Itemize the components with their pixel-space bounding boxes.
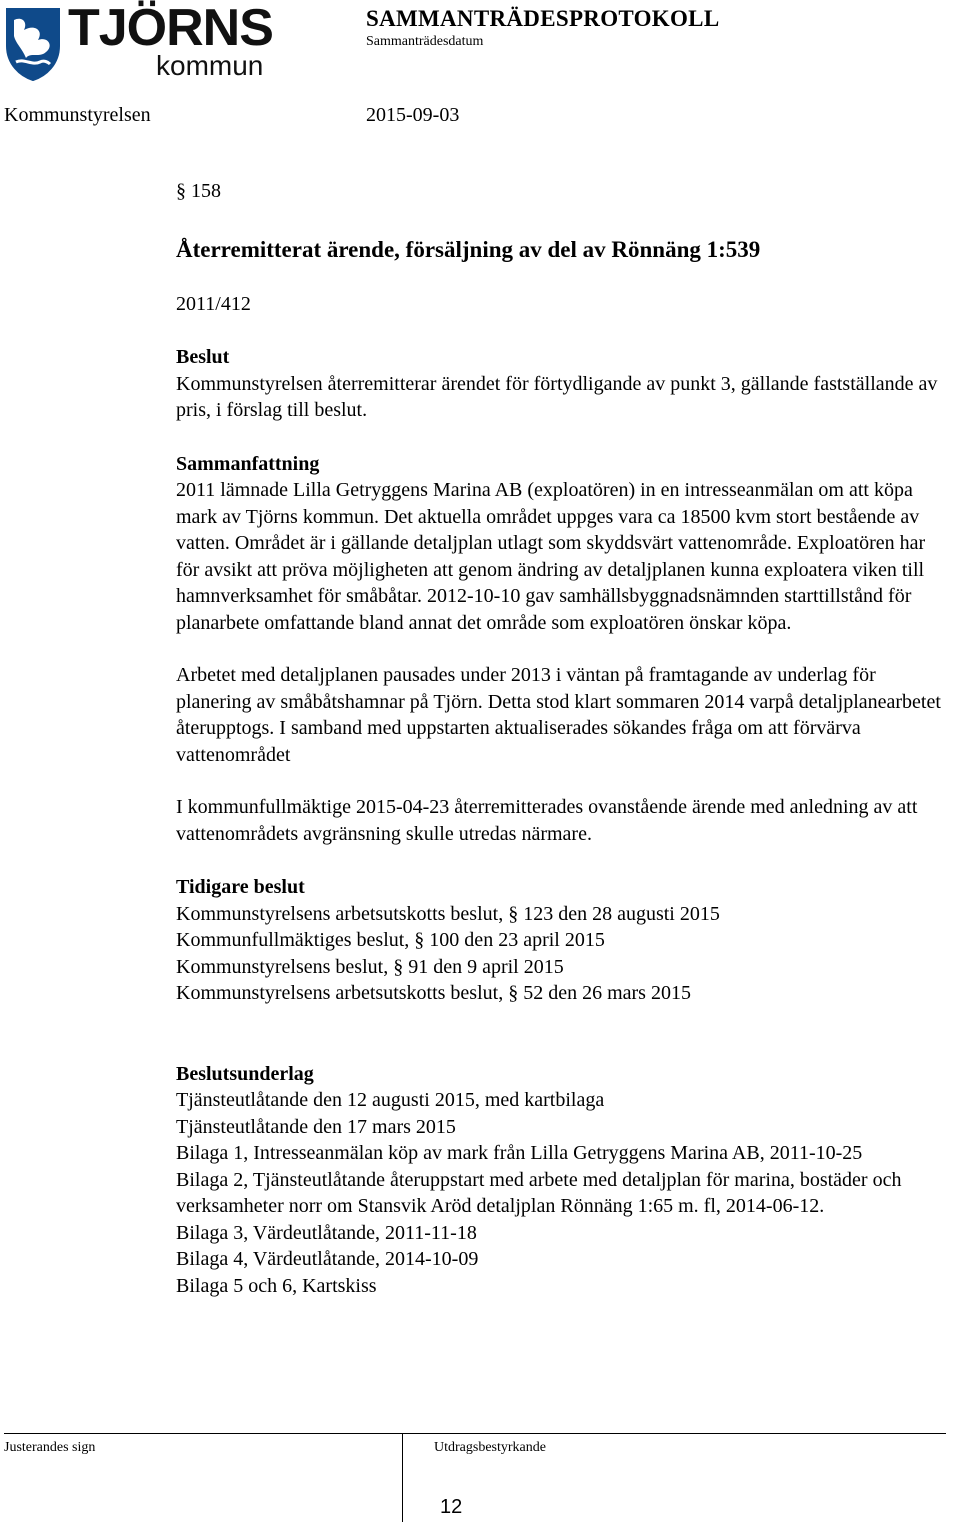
footer-divider: [402, 1433, 403, 1522]
decision-heading: Beslut: [176, 346, 230, 368]
logo-sub: kommun: [156, 50, 264, 81]
list-item: Bilaga 5 och 6, Kartskiss: [176, 1274, 377, 1297]
list-item: Bilaga 1, Intresseanmälan köp av mark från Lilla Getryggens Marina AB, 2011-10-25: [176, 1142, 863, 1164]
paragraph-number: § 158: [176, 180, 221, 202]
list-item: Bilaga 3, Värdeutlåtande, 2011-11-18: [176, 1221, 477, 1244]
previous-decisions-heading: Tidigare beslut: [176, 876, 305, 898]
meeting-date: 2015-09-03: [366, 104, 460, 126]
decision-section: [176, 344, 946, 424]
tjorn-coat-of-arms-icon: [4, 6, 62, 82]
summary-heading: Sammanfattning: [176, 452, 320, 475]
list-item: Bilaga 2, Tjänsteutlåtande återuppstart med arbete med detaljplan för marina, bostäder och verksamheter norr om Stansvik Aröd detaljplan Rönnäng 1:65 m. fl, 2014-06-12.: [176, 1168, 902, 1217]
list-item: Kommunstyrelsens arbetsutskotts beslut, § 52 den 26 mars 2015: [176, 982, 691, 1004]
previous-decisions-section: [176, 874, 946, 1007]
summary-paragraph-1: 2011 lämnade Lilla Getryggens Marina AB (exploatören) in en intresseanmälan om att köpa mark av Tjörns kommun. Det aktuella området uppges vara ca 18500 kvm stort bestående av vatten. Området är i gällande detaljplan utlagt som skyddsvärt vattenområde. Exploatören har för avsikt att pröva möjligheten att genom ändring av detaljplanen kunna exploatera viken till hamnverksamhet för småbåtar. 2012-10-10 gav samhällsbyggnadsnämnden starttillstånd för planarbete omfattande bland annat det område som exploatören önskar köpa.: [176, 479, 926, 634]
signature-label: Justerandes sign: [4, 1440, 96, 1455]
list-item: Kommunstyrelsens arbetsutskotts beslut, § 123 den 28 augusti 2015: [176, 902, 720, 925]
decision-basis-heading: Beslutsunderlag: [176, 1062, 314, 1085]
list-item: Tjänsteutlåtande den 17 mars 2015: [176, 1115, 456, 1138]
list-item: Tjänsteutlåtande den 12 augusti 2015, med kartbilaga: [176, 1089, 605, 1111]
municipality-logo: [4, 0, 274, 86]
page-number: 12: [440, 1496, 463, 1518]
summary-paragraph-2: Arbetet med detaljplanen pausades under 2013 i väntan på framtagande av underlag för planering av småbåtshamnar på Tjörn. Detta stod klart sommaren 2014 varpå detaljplanearbetet återupptogs. I samband med uppstarten aktualiserades sökandes fråga om att förvärva vattenområdet: [176, 664, 941, 766]
list-item: Kommunstyrelsens beslut, § 91 den 9 april 2015: [176, 955, 564, 978]
list-item: Kommunfullmäktiges beslut, § 100 den 23 april 2015: [176, 929, 605, 951]
document-type: SAMMANTRÄDESPROTOKOLL: [366, 6, 720, 31]
logo-name: TJÖRNS: [68, 0, 273, 57]
protocol-body: [176, 178, 946, 1299]
summary-section: [176, 451, 946, 848]
organization: Kommunstyrelsen: [4, 104, 151, 126]
list-item: Bilaga 4, Värdeutlåtande, 2014-10-09: [176, 1248, 479, 1270]
meeting-date-label: Sammanträdesdatum: [366, 34, 484, 49]
item-title: Återremitterat ärende, försäljning av del av Rönnäng 1:539: [176, 236, 761, 262]
certification-label: Utdragsbestyrkande: [434, 1440, 546, 1455]
decision-basis-section: [176, 1061, 946, 1300]
summary-paragraph-3: I kommunfullmäktige 2015-04-23 återremitterades ovanstående ärende med anledning av att vattenområdets avgränsning skulle utredas närmare.: [176, 796, 918, 845]
decision-text: Kommunstyrelsen återremitterar ärendet för förtydligande av punkt 3, gällande fastställande av pris, i förslag till beslut.: [176, 372, 938, 421]
case-reference: 2011/412: [176, 292, 251, 315]
footer-rule: [4, 1433, 946, 1434]
